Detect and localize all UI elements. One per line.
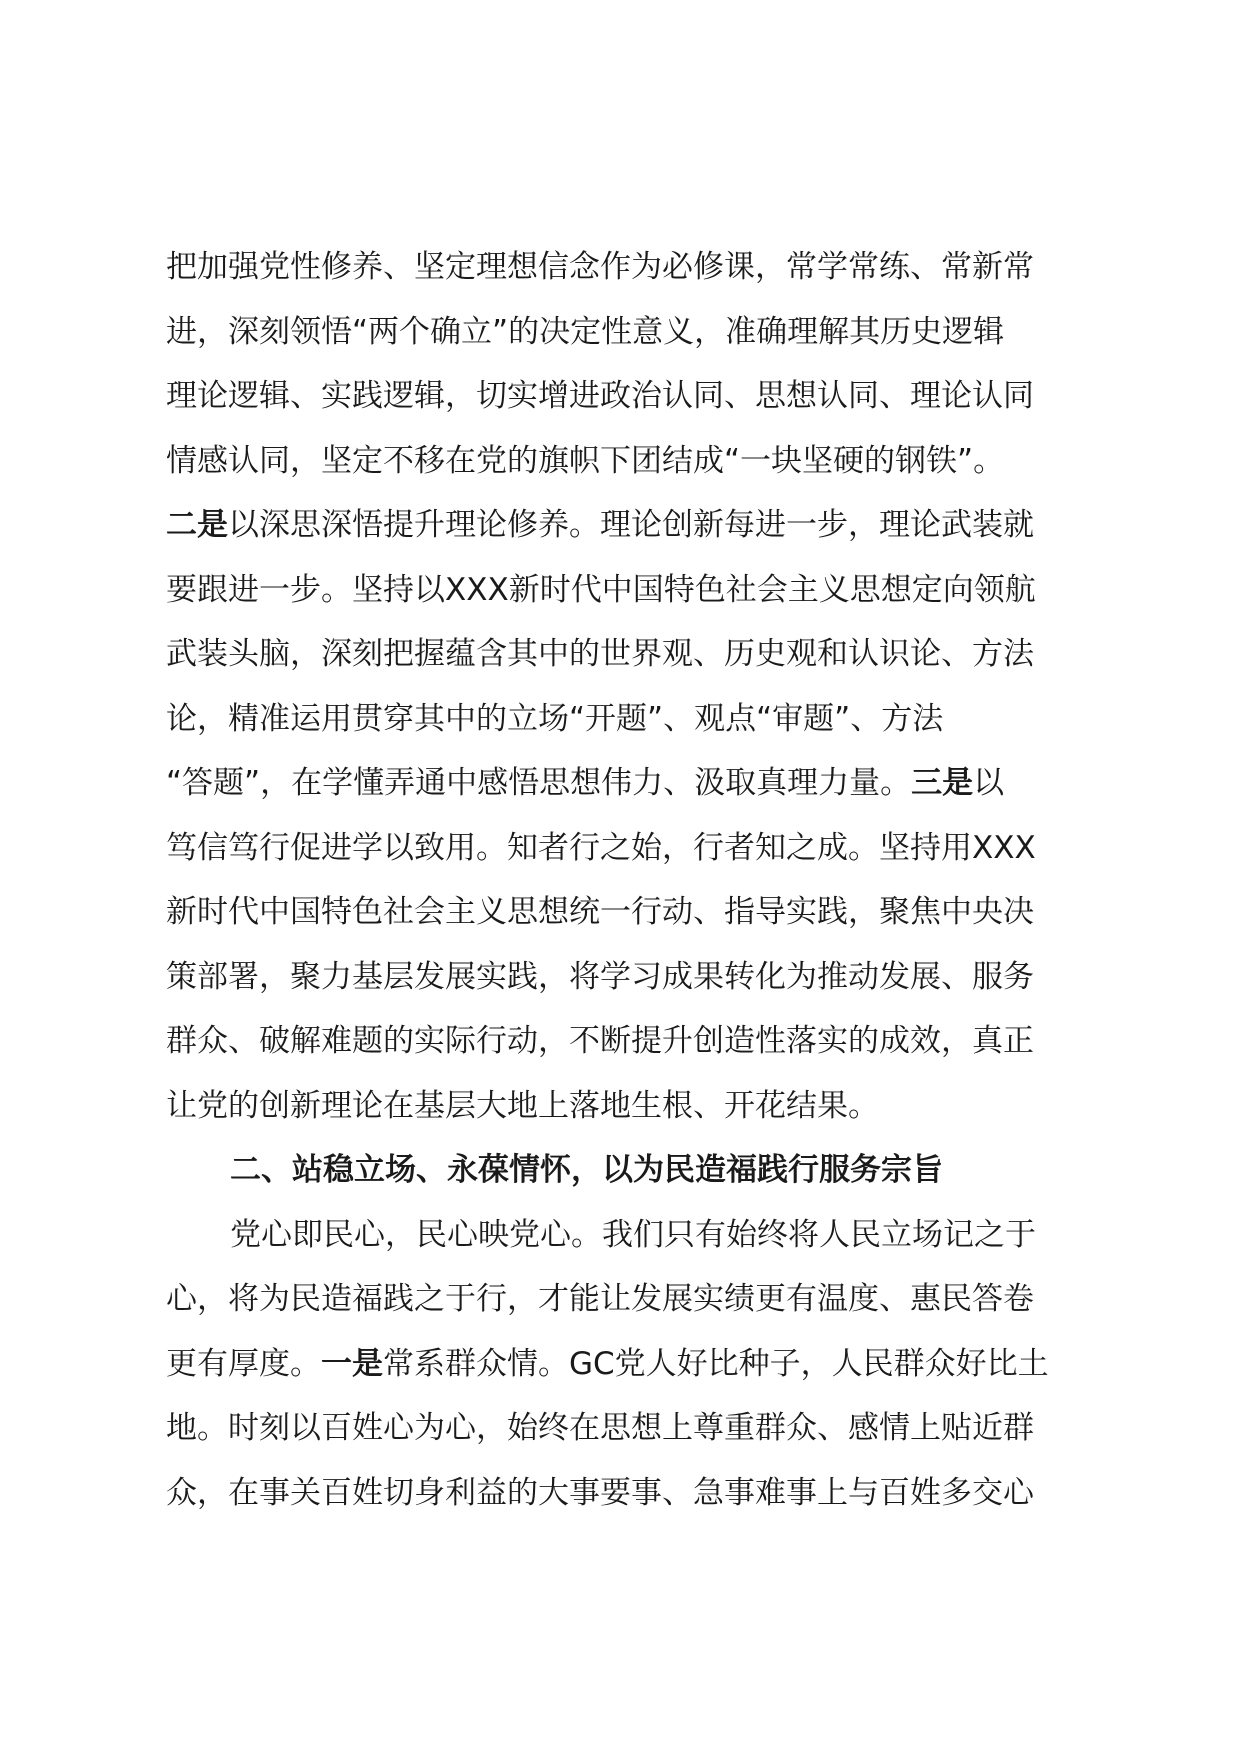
text-line: 群众、破解难题的实际行动，不断提升创造性落实的成效，真正 [166, 1023, 1034, 1059]
text-line: 地。时刻以百姓心为心，始终在思想上尊重群众、感情上贴近群 [166, 1410, 1034, 1446]
text-run: 常系群众情。GC党人好比种子，人民群众好比土 [383, 1345, 1049, 1382]
point-marker-one: 一是 [321, 1345, 383, 1382]
point-marker-three: 三是 [911, 765, 974, 801]
text-line: 心，将为民造福践之于行，才能让发展实绩更有温度、惠民答卷 [166, 1281, 1034, 1317]
section-heading: 二、站稳立场、永葆情怀，以为民造福践行服务宗旨 [230, 1152, 943, 1188]
text-run: “答题”，在学懂弄通中感悟思想伟力、汲取真理力量。 [166, 765, 912, 801]
text-run: 更有厚度。 [166, 1345, 321, 1382]
point-marker-two: 二是 [166, 507, 228, 543]
text-line: 策部署，聚力基层发展实践，将学习成果转化为推动发展、服务 [166, 958, 1034, 995]
text-line: 让党的创新理论在基层大地上落地生根、开花结果。 [166, 1087, 879, 1124]
text-line: 进，深刻领悟“两个确立”的决定性意义，准确理解其历史逻辑 [166, 313, 1005, 350]
text-line [166, 1332, 1106, 1397]
text-run: 以深思深悟提升理论修养。理论创新每进一步，理论武装就 [228, 507, 1034, 543]
text-line: 众，在事关百姓切身利益的大事要事、急事难事上与百姓多交心 [166, 1474, 1034, 1511]
body-text [166, 235, 1106, 1525]
text-line: 理论逻辑、实践逻辑，切实增进政治认同、思想认同、理论认同 [166, 378, 1034, 414]
text-line: 新时代中国特色社会主义思想统一行动、指导实践，聚焦中央决 [166, 894, 1034, 930]
text-line: 笃信笃行促进学以致用。知者行之始，行者知之成。坚持用XXX [166, 829, 1036, 866]
text-line: 情感认同，坚定不移在党的旗帜下团结成“一块坚硬的钢铁”。 [166, 442, 1005, 479]
text-line: 论，精准运用贯穿其中的立场“开题”、观点“审题”、方法 [166, 700, 944, 737]
text-line: 要跟进一步。坚持以XXX新时代中国特色社会主义思想定向领航 [166, 571, 1036, 608]
text-line: 把加强党性修养、坚定理想信念作为必修课，常学常练、常新常 [166, 249, 1034, 285]
text-line [166, 751, 1106, 816]
text-line [166, 493, 1106, 558]
text-run: 以 [973, 765, 1005, 801]
text-line: 武装头脑，深刻把握蕴含其中的世界观、历史观和认识论、方法 [166, 636, 1034, 672]
paragraph-start-line: 党心即民心，民心映党心。我们只有始终将人民立场记之于 [230, 1216, 1036, 1253]
